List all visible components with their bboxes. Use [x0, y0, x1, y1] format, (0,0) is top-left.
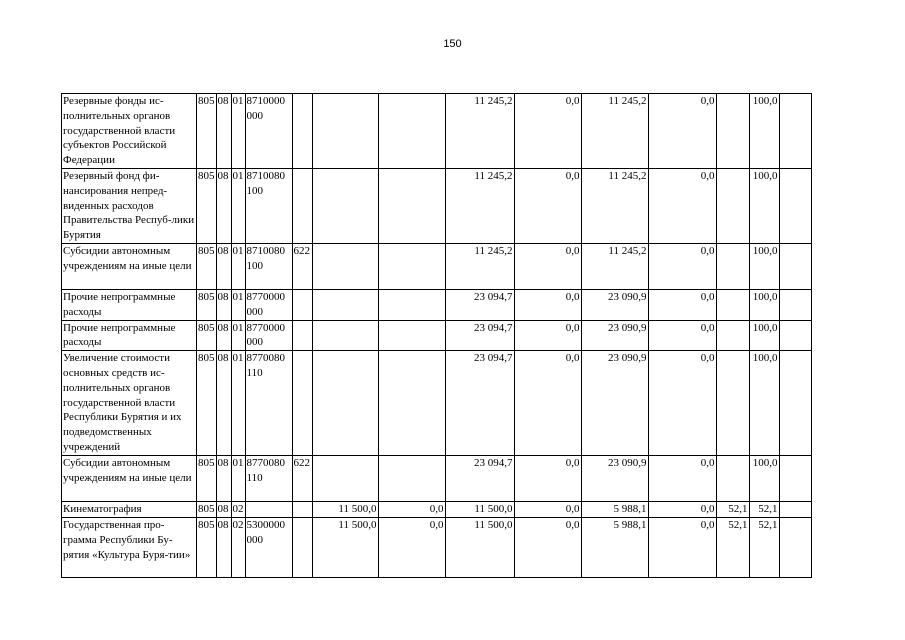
cell-value-8: 100,0: [749, 456, 779, 502]
cell-expense-type: 622: [292, 456, 312, 502]
cell-value-6: 0,0: [648, 351, 716, 456]
cell-ministry-code: 805: [197, 290, 217, 321]
cell-value-8: 100,0: [749, 290, 779, 321]
cell-expense-type: 622: [292, 244, 312, 290]
cell-value-3: 23 094,7: [445, 320, 514, 351]
cell-value-7: [716, 94, 749, 169]
row-name: Прочие непрограммные расходы: [62, 290, 197, 321]
cell-subsection-code: 01: [231, 320, 245, 351]
cell-ministry-code: 805: [197, 351, 217, 456]
cell-ministry-code: 805: [197, 320, 217, 351]
cell-value-3: 11 245,2: [445, 169, 514, 244]
cell-value-5: 5 988,1: [581, 518, 648, 578]
cell-value-7: [716, 320, 749, 351]
cell-value-7: [716, 169, 749, 244]
cell-section-code: 08: [216, 244, 231, 290]
cell-value-1: [312, 456, 378, 502]
cell-empty: [779, 244, 811, 290]
cell-value-4: 0,0: [514, 320, 581, 351]
cell-value-4: 0,0: [514, 244, 581, 290]
cell-value-6: 0,0: [648, 290, 716, 321]
cell-value-6: 0,0: [648, 244, 716, 290]
cell-value-3: 23 094,7: [445, 290, 514, 321]
table-row: [62, 456, 812, 502]
cell-section-code: 08: [216, 320, 231, 351]
cell-value-1: [312, 290, 378, 321]
cell-subsection-code: 01: [231, 290, 245, 321]
cell-value-4: 0,0: [514, 290, 581, 321]
cell-value-6: 0,0: [648, 456, 716, 502]
cell-value-2: [378, 456, 445, 502]
table-row: [62, 502, 812, 518]
cell-value-5: 23 090,9: [581, 351, 648, 456]
cell-ministry-code: 805: [197, 456, 217, 502]
cell-target-code: [245, 502, 292, 518]
cell-value-5: 5 988,1: [581, 502, 648, 518]
cell-value-8: 100,0: [749, 320, 779, 351]
cell-empty: [779, 351, 811, 456]
table-row: [62, 320, 812, 351]
cell-target-code: 8770000 000: [245, 290, 292, 321]
cell-value-2: [378, 169, 445, 244]
cell-value-4: 0,0: [514, 169, 581, 244]
cell-subsection-code: 02: [231, 502, 245, 518]
cell-value-1: [312, 244, 378, 290]
cell-section-code: 08: [216, 94, 231, 169]
cell-ministry-code: 805: [197, 518, 217, 578]
cell-value-8: 52,1: [749, 502, 779, 518]
row-name: Кинематография: [62, 502, 197, 518]
cell-value-8: 100,0: [749, 244, 779, 290]
cell-value-7: [716, 244, 749, 290]
table-row: [62, 169, 812, 244]
cell-section-code: 08: [216, 502, 231, 518]
cell-value-2: 0,0: [378, 518, 445, 578]
cell-section-code: 08: [216, 456, 231, 502]
cell-value-6: 0,0: [648, 502, 716, 518]
cell-target-code: 8770080 110: [245, 456, 292, 502]
cell-value-8: 100,0: [749, 351, 779, 456]
cell-value-2: [378, 320, 445, 351]
cell-empty: [779, 456, 811, 502]
cell-value-1: [312, 94, 378, 169]
cell-value-1: [312, 320, 378, 351]
cell-value-2: [378, 244, 445, 290]
cell-value-5: 11 245,2: [581, 244, 648, 290]
cell-expense-type: [292, 169, 312, 244]
cell-ministry-code: 805: [197, 94, 217, 169]
row-name: Субсидии автономным учреждениям на иные цели: [62, 244, 197, 290]
cell-value-1: 11 500,0: [312, 518, 378, 578]
cell-value-2: [378, 290, 445, 321]
cell-section-code: 08: [216, 290, 231, 321]
table-row: [62, 518, 812, 578]
cell-subsection-code: 01: [231, 94, 245, 169]
cell-value-7: 52,1: [716, 502, 749, 518]
cell-value-4: 0,0: [514, 502, 581, 518]
cell-section-code: 08: [216, 351, 231, 456]
cell-value-6: 0,0: [648, 320, 716, 351]
cell-value-3: 23 094,7: [445, 456, 514, 502]
budget-table: [61, 93, 812, 578]
table-row: [62, 290, 812, 321]
cell-expense-type: [292, 518, 312, 578]
cell-value-7: [716, 351, 749, 456]
cell-value-3: 23 094,7: [445, 351, 514, 456]
cell-value-8: 100,0: [749, 169, 779, 244]
cell-subsection-code: 01: [231, 169, 245, 244]
cell-subsection-code: 01: [231, 456, 245, 502]
cell-value-5: 23 090,9: [581, 456, 648, 502]
cell-empty: [779, 320, 811, 351]
cell-value-4: 0,0: [514, 94, 581, 169]
cell-value-2: 0,0: [378, 502, 445, 518]
cell-value-3: 11 245,2: [445, 94, 514, 169]
cell-value-6: 0,0: [648, 169, 716, 244]
table-row: [62, 94, 812, 169]
cell-empty: [779, 502, 811, 518]
cell-value-1: 11 500,0: [312, 502, 378, 518]
cell-value-2: [378, 94, 445, 169]
cell-ministry-code: 805: [197, 169, 217, 244]
row-name: Прочие непрограммные расходы: [62, 320, 197, 351]
cell-empty: [779, 518, 811, 578]
table-row: [62, 351, 812, 456]
cell-expense-type: [292, 502, 312, 518]
table-row: [62, 244, 812, 290]
cell-value-3: 11 245,2: [445, 244, 514, 290]
cell-value-4: 0,0: [514, 351, 581, 456]
cell-section-code: 08: [216, 518, 231, 578]
cell-value-1: [312, 169, 378, 244]
cell-subsection-code: 02: [231, 518, 245, 578]
cell-value-1: [312, 351, 378, 456]
cell-empty: [779, 290, 811, 321]
cell-value-4: 0,0: [514, 456, 581, 502]
cell-value-6: 0,0: [648, 94, 716, 169]
row-name: Государственная про-грамма Республики Бу-рятия «Культура Буря-тии»: [62, 518, 197, 578]
cell-subsection-code: 01: [231, 351, 245, 456]
cell-expense-type: [292, 351, 312, 456]
cell-value-7: [716, 456, 749, 502]
cell-expense-type: [292, 320, 312, 351]
cell-value-2: [378, 351, 445, 456]
cell-value-8: 100,0: [749, 94, 779, 169]
cell-expense-type: [292, 290, 312, 321]
cell-target-code: 5300000 000: [245, 518, 292, 578]
page-number: 150: [443, 38, 462, 50]
cell-ministry-code: 805: [197, 244, 217, 290]
cell-value-7: 52,1: [716, 518, 749, 578]
cell-section-code: 08: [216, 169, 231, 244]
cell-value-8: 52,1: [749, 518, 779, 578]
cell-target-code: 8770000 000: [245, 320, 292, 351]
cell-value-6: 0,0: [648, 518, 716, 578]
cell-value-7: [716, 290, 749, 321]
row-name: Субсидии автономным учреждениям на иные цели: [62, 456, 197, 502]
cell-ministry-code: 805: [197, 502, 217, 518]
cell-value-4: 0,0: [514, 518, 581, 578]
row-name: Резервные фонды ис-полнительных органов государственной власти субъектов Российской Федерации: [62, 94, 197, 169]
cell-target-code: 8710080 100: [245, 169, 292, 244]
cell-target-code: 8710000 000: [245, 94, 292, 169]
cell-value-3: 11 500,0: [445, 502, 514, 518]
cell-value-5: 11 245,2: [581, 94, 648, 169]
cell-value-3: 11 500,0: [445, 518, 514, 578]
cell-empty: [779, 94, 811, 169]
row-name: Увеличение стоимости основных средств ис-полнительных органов государственной власти Республики Бурятия и их подведомственных учреждений: [62, 351, 197, 456]
cell-value-5: 23 090,9: [581, 290, 648, 321]
cell-value-5: 11 245,2: [581, 169, 648, 244]
cell-subsection-code: 01: [231, 244, 245, 290]
cell-target-code: 8710080 100: [245, 244, 292, 290]
cell-empty: [779, 169, 811, 244]
cell-value-5: 23 090,9: [581, 320, 648, 351]
row-name: Резервный фонд фи-нансирования непред-виденных расходов Правительства Респуб-лики Бурятия: [62, 169, 197, 244]
cell-expense-type: [292, 94, 312, 169]
cell-target-code: 8770080 110: [245, 351, 292, 456]
